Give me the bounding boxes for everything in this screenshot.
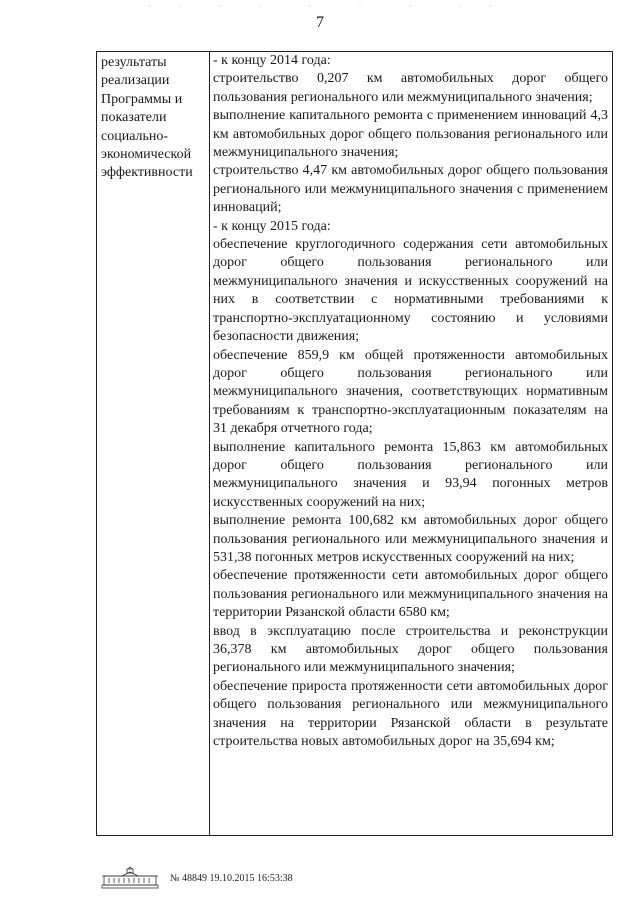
page-number: 7 [316,14,324,31]
table-right-column [210,52,612,835]
left-line: экономической [101,147,192,163]
program-results-table [96,51,613,836]
left-line: социально- [101,128,169,144]
paragraph: строительство 4,47 км автомобильных дорог общего пользования регионального или межмуниципального значения с применением инноваций; [213,163,608,216]
left-line: Программы и [101,91,183,107]
government-building-logo-icon [100,866,160,890]
paragraph: выполнение капитального ремонта с применением инноваций 4,3 км автомобильных дорог общего пользования регионального или межмуниципального значения; [213,108,608,161]
scan-noise [140,4,500,8]
paragraph: обеспечение круглогодичного содержания сети автомобильных дорог общего пользования регионального или межмуниципального значения и искусственных сооружений на них в соответствии с нормативными требованиями к транспортно-эксплуатационному состоянию и условиями безопасности движения; [213,237,608,345]
paragraph: ввод в эксплуатацию после строительства и реконструкции 36,378 км автомобильных дорог общего пользования регионального или межмуниципального значения; [213,623,608,676]
paragraph: обеспечение протяженности сети автомобильных дорог общего пользования регионального или межмуниципального значения на территории Рязанской области 6580 км; [213,568,608,621]
paragraph: - к концу 2015 года: [213,218,331,234]
paragraph: - к концу 2014 года: [213,53,331,68]
left-line: показатели [101,110,167,126]
table-left-column [97,52,210,835]
registration-stamp: № 48849 19.10.2015 16:53:38 [170,872,293,884]
paragraph: строительство 0,207 км автомобильных дорог общего пользования регионального или межмуниципального значения; [213,71,608,105]
paragraph: обеспечение 859,9 км общей протяженности автомобильных дорог общего пользования регионального или межмуниципального значения, соответствующих нормативным требованиям к транспортно-эксплуатационным показателям на 31 декабря отчетного года; [213,347,608,437]
left-line: результаты [101,55,167,70]
document-footer [100,866,293,890]
paragraph: выполнение ремонта 100,682 км автомобильных дорог общего пользования регионального или межмуниципального значения и 531,38 погонных метров искусственных сооружений на них; [213,513,608,565]
paragraph: выполнение капитального ремонта 15,863 км автомобильных дорог общего пользования регионального или межмуниципального значения и 93,94 погонных метров искусственных сооружений на них; [213,439,608,510]
left-line: эффективности [101,165,193,181]
left-line: реализации [101,73,170,89]
paragraph: обеспечение прироста протяженности сети автомобильных дорог общего пользования регионального или межмуниципального значения на территории Рязанской области в результате строительства новых автомобильных дорог на 35,694 км; [213,678,608,750]
